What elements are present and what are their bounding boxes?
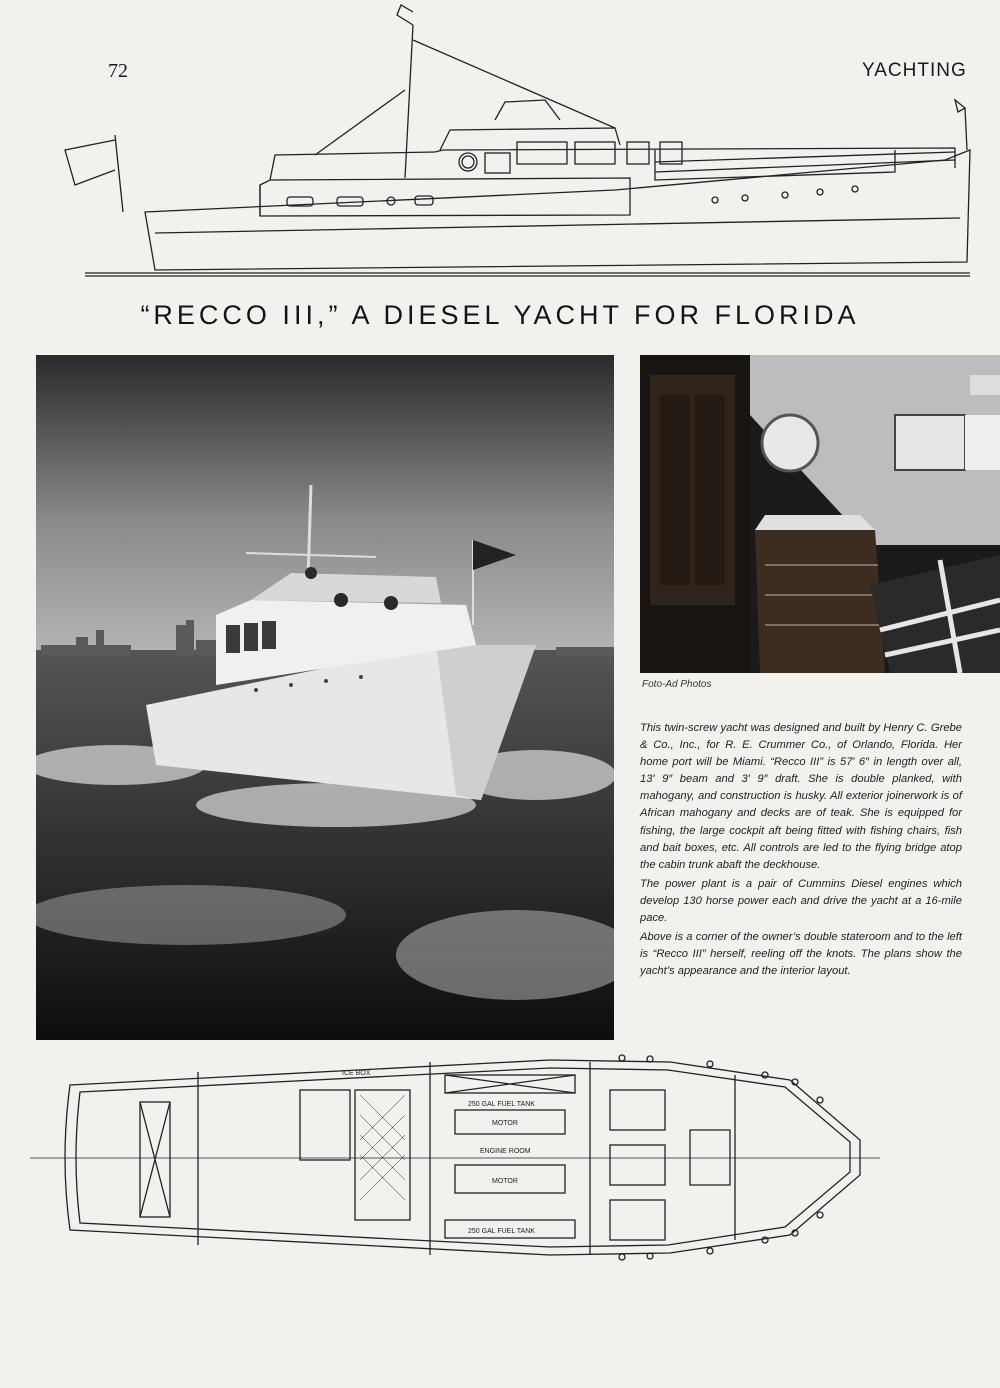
headline: “RECCO III,” A DIESEL YACHT FOR FLORIDA [140,300,860,330]
plan-label-engine-room: ENGINE ROOM [480,1148,531,1155]
plan-label-fuel-tank-forward: 250 GAL FUEL TANK [468,1101,535,1108]
article-text [640,720,962,982]
photo-credit: Foto-Ad Photos [642,679,712,690]
article-paragraph: The power plant is a pair of Cummins Diesel engines which develop 130 horse power each and drive the yacht at a 16-mile pace. [640,877,962,925]
plan-label-motor-starboard: MOTOR [492,1178,518,1185]
yacht-photo [36,355,614,1040]
magazine-name: YACHTING [862,60,967,81]
plan-label-fuel-tank-aft: 250 GAL FUEL TANK [468,1228,535,1235]
article-paragraph: This twin-screw yacht was designed and built by Henry C. Grebe & Co., Inc., for R. E. Crummer Co., of Orlando, Florida. Her home port will be Miami. “Recco III” is 57′ 6″ in length over all, 13′ 9″ beam and 3′ 9″ draft. She is double planked, with mahogany, and construction is husky. All exterior joinerwork is of African mahogany and decks are of teak. She is equipped for fishing, the large cockpit aft being fitted with fishing chairs, fish and bait boxes, etc. All controls are led to the flying bridge atop the cabin trunk abaft the deckhouse. [640,722,962,871]
yacht-profile-drawing [55,0,975,285]
deck-plan-drawing [30,1050,880,1265]
article-paragraph: Above is a corner of the owner’s double stateroom and to the left is “Recco III” herself, reeling off the knots. The plans show the yacht’s appearance and the interior layout. [640,931,962,978]
plan-label-ice-box: ICE BOX [342,1070,371,1077]
plan-label-motor-port: MOTOR [492,1120,518,1127]
stateroom-photo [640,355,1000,673]
page-number: 72 [108,60,128,82]
